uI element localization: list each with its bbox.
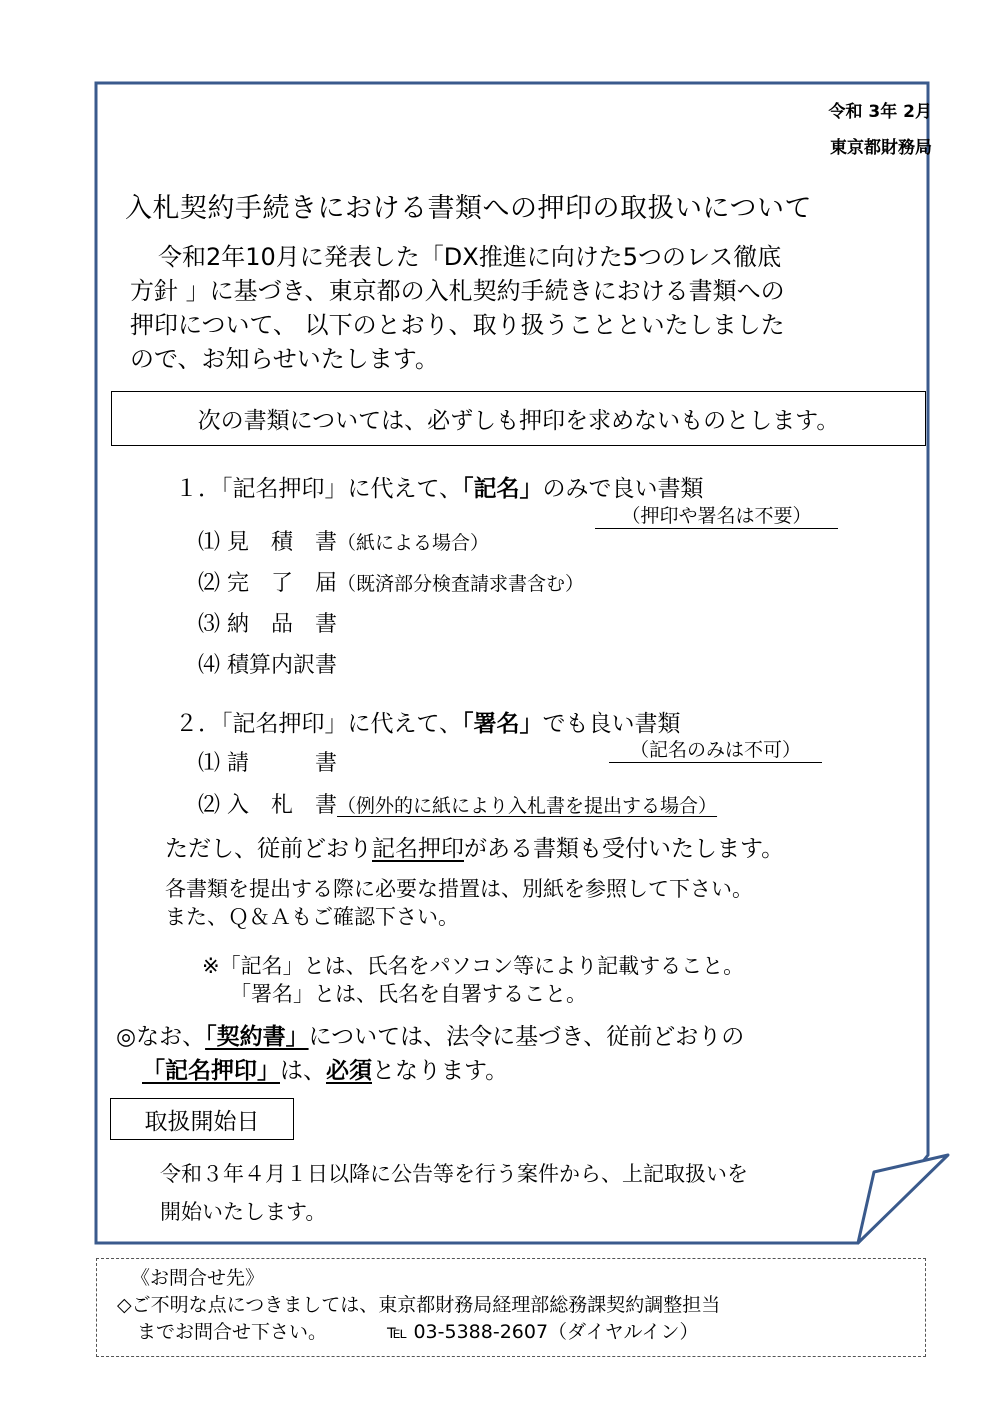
- section-heading-post: でも良い書類: [542, 711, 681, 737]
- proviso-pre: ただし、従前どおり: [165, 836, 372, 862]
- list-item: [198, 607, 337, 638]
- contract-post: については、法令に基づき、従前どおりの: [308, 1024, 745, 1050]
- list-item: [198, 525, 489, 556]
- list-item: [198, 746, 337, 777]
- contract-required: 必須: [326, 1058, 372, 1084]
- start-date-text: [160, 1155, 748, 1231]
- inquiry-line: ◇ご不明な点につきましては、東京都財務局経理部総務課契約調整担当: [117, 1294, 721, 1316]
- contract-note-line: [116, 1020, 744, 1054]
- list-item: [198, 648, 337, 679]
- section2-heading: [175, 705, 681, 738]
- list-item: [198, 788, 717, 819]
- section-heading-bold: 「署名」: [462, 711, 543, 737]
- intro-line: ので、お知らせいたします。: [130, 345, 439, 373]
- reference-line: 各書類を提出する際に必要な措置は、別紙を参照して下さい。: [165, 877, 753, 901]
- highlight-box: 次の書類については、必ずしも押印を求めないものとします。: [111, 391, 926, 446]
- start-line: 令和３年４月１日以降に公告等を行う案件から、上記取扱いを: [160, 1162, 748, 1186]
- intro-paragraph: [130, 240, 785, 376]
- item-note: （例外的に紙により入札書を提出する場合）: [337, 795, 718, 817]
- contract-book: 「契約書」: [205, 1024, 309, 1050]
- inquiry-line: [117, 1319, 925, 1346]
- item-number: ⑵: [198, 571, 221, 596]
- intro-line: 押印について、 以下のとおり、取り扱うことといたしました: [130, 311, 785, 339]
- item-number: ⑶: [198, 612, 221, 637]
- definitions: [202, 952, 744, 1008]
- inquiry-tel: ℡ 03-5388-2607（ダイヤルイン）: [387, 1321, 699, 1343]
- section2-subnote: （記名のみは不可）: [609, 735, 822, 763]
- proviso-underlined: 記名押印: [372, 836, 464, 862]
- item-number: ⑷: [198, 653, 221, 678]
- contract-note: [116, 1020, 744, 1088]
- section-heading-post: のみで良い書類: [542, 476, 704, 502]
- reference: [165, 875, 753, 931]
- item-name: 見 積 書: [227, 530, 338, 555]
- section-heading-bold: 「記名」: [462, 476, 543, 502]
- item-name: 入 札 書: [227, 793, 338, 818]
- inquiry-pre: までお問合せ下さい。: [137, 1321, 328, 1343]
- definition-line: 「署名」とは、氏名を自署すること。: [230, 982, 587, 1006]
- date: 令和 3年 2月: [828, 102, 932, 122]
- item-name: 請 書: [227, 751, 338, 776]
- item-number: ⑴: [198, 751, 221, 776]
- intro-line: 方針 」に基づき、東京都の入札契約手続きにおける書類への: [130, 277, 785, 305]
- reference-line: また、Ｑ＆Ａもご確認下さい。: [165, 905, 459, 929]
- definition-line: ※「記名」とは、氏名をパソコン等により記載すること。: [202, 954, 745, 978]
- inquiry-box: [96, 1258, 926, 1357]
- proviso: [165, 830, 784, 863]
- intro-line: 令和2年10月に発表した「DX推進に向けた5つのレス徹底: [158, 243, 782, 271]
- contract-mid: は、: [280, 1058, 326, 1084]
- item-number: ⑵: [198, 793, 221, 818]
- start-line: 開始いたします。: [160, 1200, 327, 1224]
- item-number: ⑴: [198, 530, 221, 555]
- page-title: 入札契約手続きにおける書類への押印の取扱いについて: [125, 193, 812, 224]
- start-date-label: 取扱開始日: [110, 1098, 294, 1140]
- list-item: [198, 566, 584, 597]
- section1-subnote: （押印や署名は不要）: [595, 501, 838, 529]
- proviso-post: がある書類も受付いたします。: [464, 836, 785, 862]
- section1-heading: [175, 470, 704, 503]
- organization: 東京都財務局: [830, 138, 932, 158]
- item-note: （紙による場合）: [337, 532, 490, 554]
- folded-corner-icon: [858, 1155, 948, 1243]
- section-heading-pre: 「記名押印」に代えて、: [221, 711, 463, 737]
- item-name: 納 品 書: [227, 612, 338, 637]
- item-name: 完 了 届: [227, 571, 338, 596]
- section-heading-pre: 「記名押印」に代えて、: [221, 476, 463, 502]
- inquiry-heading: 《お問合せ先》: [131, 1267, 265, 1289]
- contract-note-line: [116, 1054, 744, 1088]
- contract-pre: ◎なお、: [116, 1024, 206, 1050]
- contract-tail: となります。: [372, 1058, 509, 1084]
- item-name: 積算内訳書: [227, 653, 338, 678]
- item-note: （既済部分検査請求書含む）: [337, 573, 585, 595]
- section-number: １．: [175, 476, 221, 502]
- section-number: ２．: [175, 711, 221, 737]
- contract-seal: 「記名押印」: [142, 1058, 280, 1084]
